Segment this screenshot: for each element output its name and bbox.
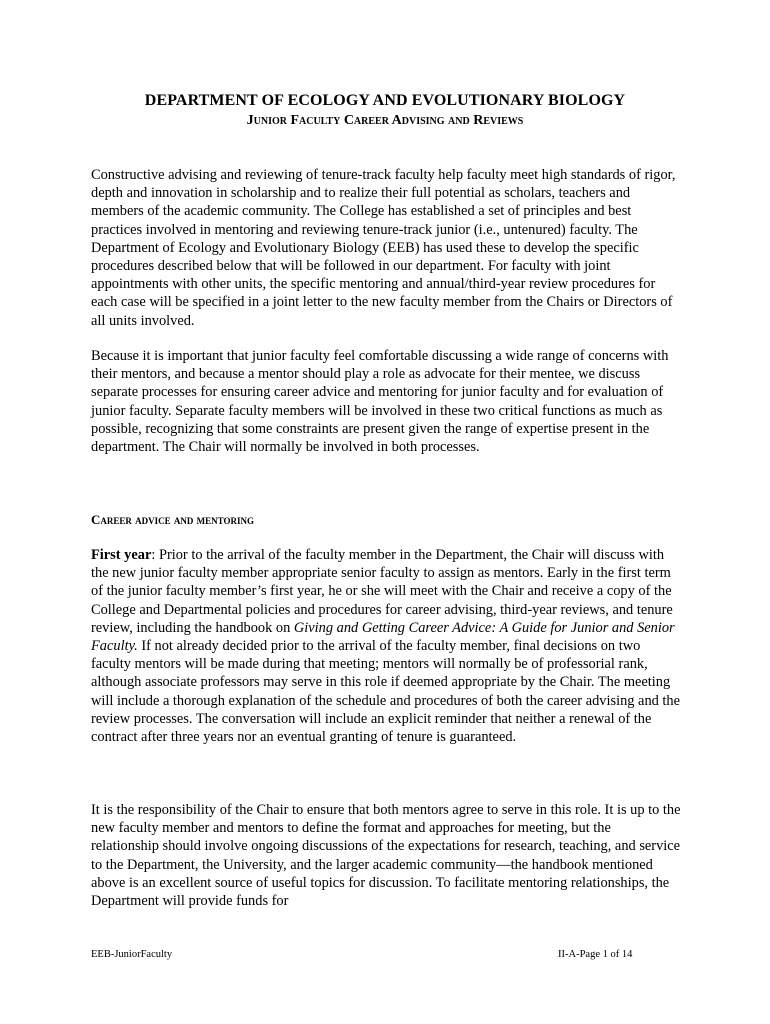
paragraph-mentor-responsibility: It is the responsibility of the Chair to ensure that both mentors agree to serve in this role. It is up to the new faculty member and mentors to define the format and approaches for meeting, but the relationship should involve ongoing discussions of the expectations for research, teaching, and service to the Department, the University, and the larger academic community—the handbook mentioned above is an excellent source of useful topics for discussion. To facilitate mentoring relationships, the Department will provide funds for — [91, 802, 681, 910]
footer-document-id: EEB-JuniorFaculty — [91, 949, 173, 960]
handbook-title: Giving and Getting Career Advice: A Guide for Junior and Senior Faculty. — [91, 619, 675, 655]
footer-page-number: II-A-Page 1 of 14 — [558, 949, 633, 960]
section-heading-career-advice: Career advice and mentoring — [91, 512, 254, 527]
document-subtitle: Junior Faculty Career Advising and Reviews — [246, 113, 524, 128]
paragraph-intro: Constructive advising and reviewing of tenure-track faculty help faculty meet high standards of rigor, depth and innovation in scholarship and to realize their full potential as scholars, teachers and members of the academic community. The College has established a set of principles and best practices involved in mentoring and reviewing tenure-track junior (i.e., untenured) faculty. The Department of Ecology and Evolutionary Biology (EEB) has used these to develop the specific procedures described below that will be followed in our department. For faculty with joint appointments with other units, the specific mentoring and annual/third-year review procedures for each case will be specified in a joint letter to the new faculty member from the Chairs or Directors of all units involved. — [91, 167, 676, 329]
first-year-text: : Prior to the arrival of the faculty member in the Department, the Chair will discuss with the new junior faculty member appropriate senior faculty to assign as mentors. Early in the first term of the junior faculty member’s first year, he or she will meet with the Chair and receive a copy of the College and Departmental policies and procedures for career advising, third-year reviews, and tenure review, including the handbook on — [91, 547, 673, 636]
paragraph-first-year — [91, 546, 681, 746]
first-year-text-continued: If not already decided prior to the arrival of the faculty member, final decisions on two faculty mentors will be made during that meeting; mentors will normally be of professorial rank, although associate professors may serve in this role if deemed appropriate by the Chair. The meeting will include a thorough explanation of the schedule and procedures of both the career advising and the review processes. The conversation will include an explicit reminder that neither a renewal of the contract after three years nor an eventual granting of tenure is guaranteed. — [91, 638, 681, 746]
paragraph-separate-processes: Because it is important that junior faculty feel comfortable discussing a wide range of concerns with their mentors, and because a mentor should play a role as advocate for their mentee, we discuss separate processes for ensuring career advice and mentoring for junior faculty and for evaluation of junior faculty. Separate faculty members will be involved in these two critical functions as much as possible, recognizing that some constraints are present given the range of expertise present in the department. The Chair will normally be involved in both processes. — [91, 348, 669, 456]
document-title: DEPARTMENT OF ECOLOGY AND EVOLUTIONARY BIOLOGY — [144, 92, 626, 109]
first-year-lead: First year — [91, 547, 152, 563]
